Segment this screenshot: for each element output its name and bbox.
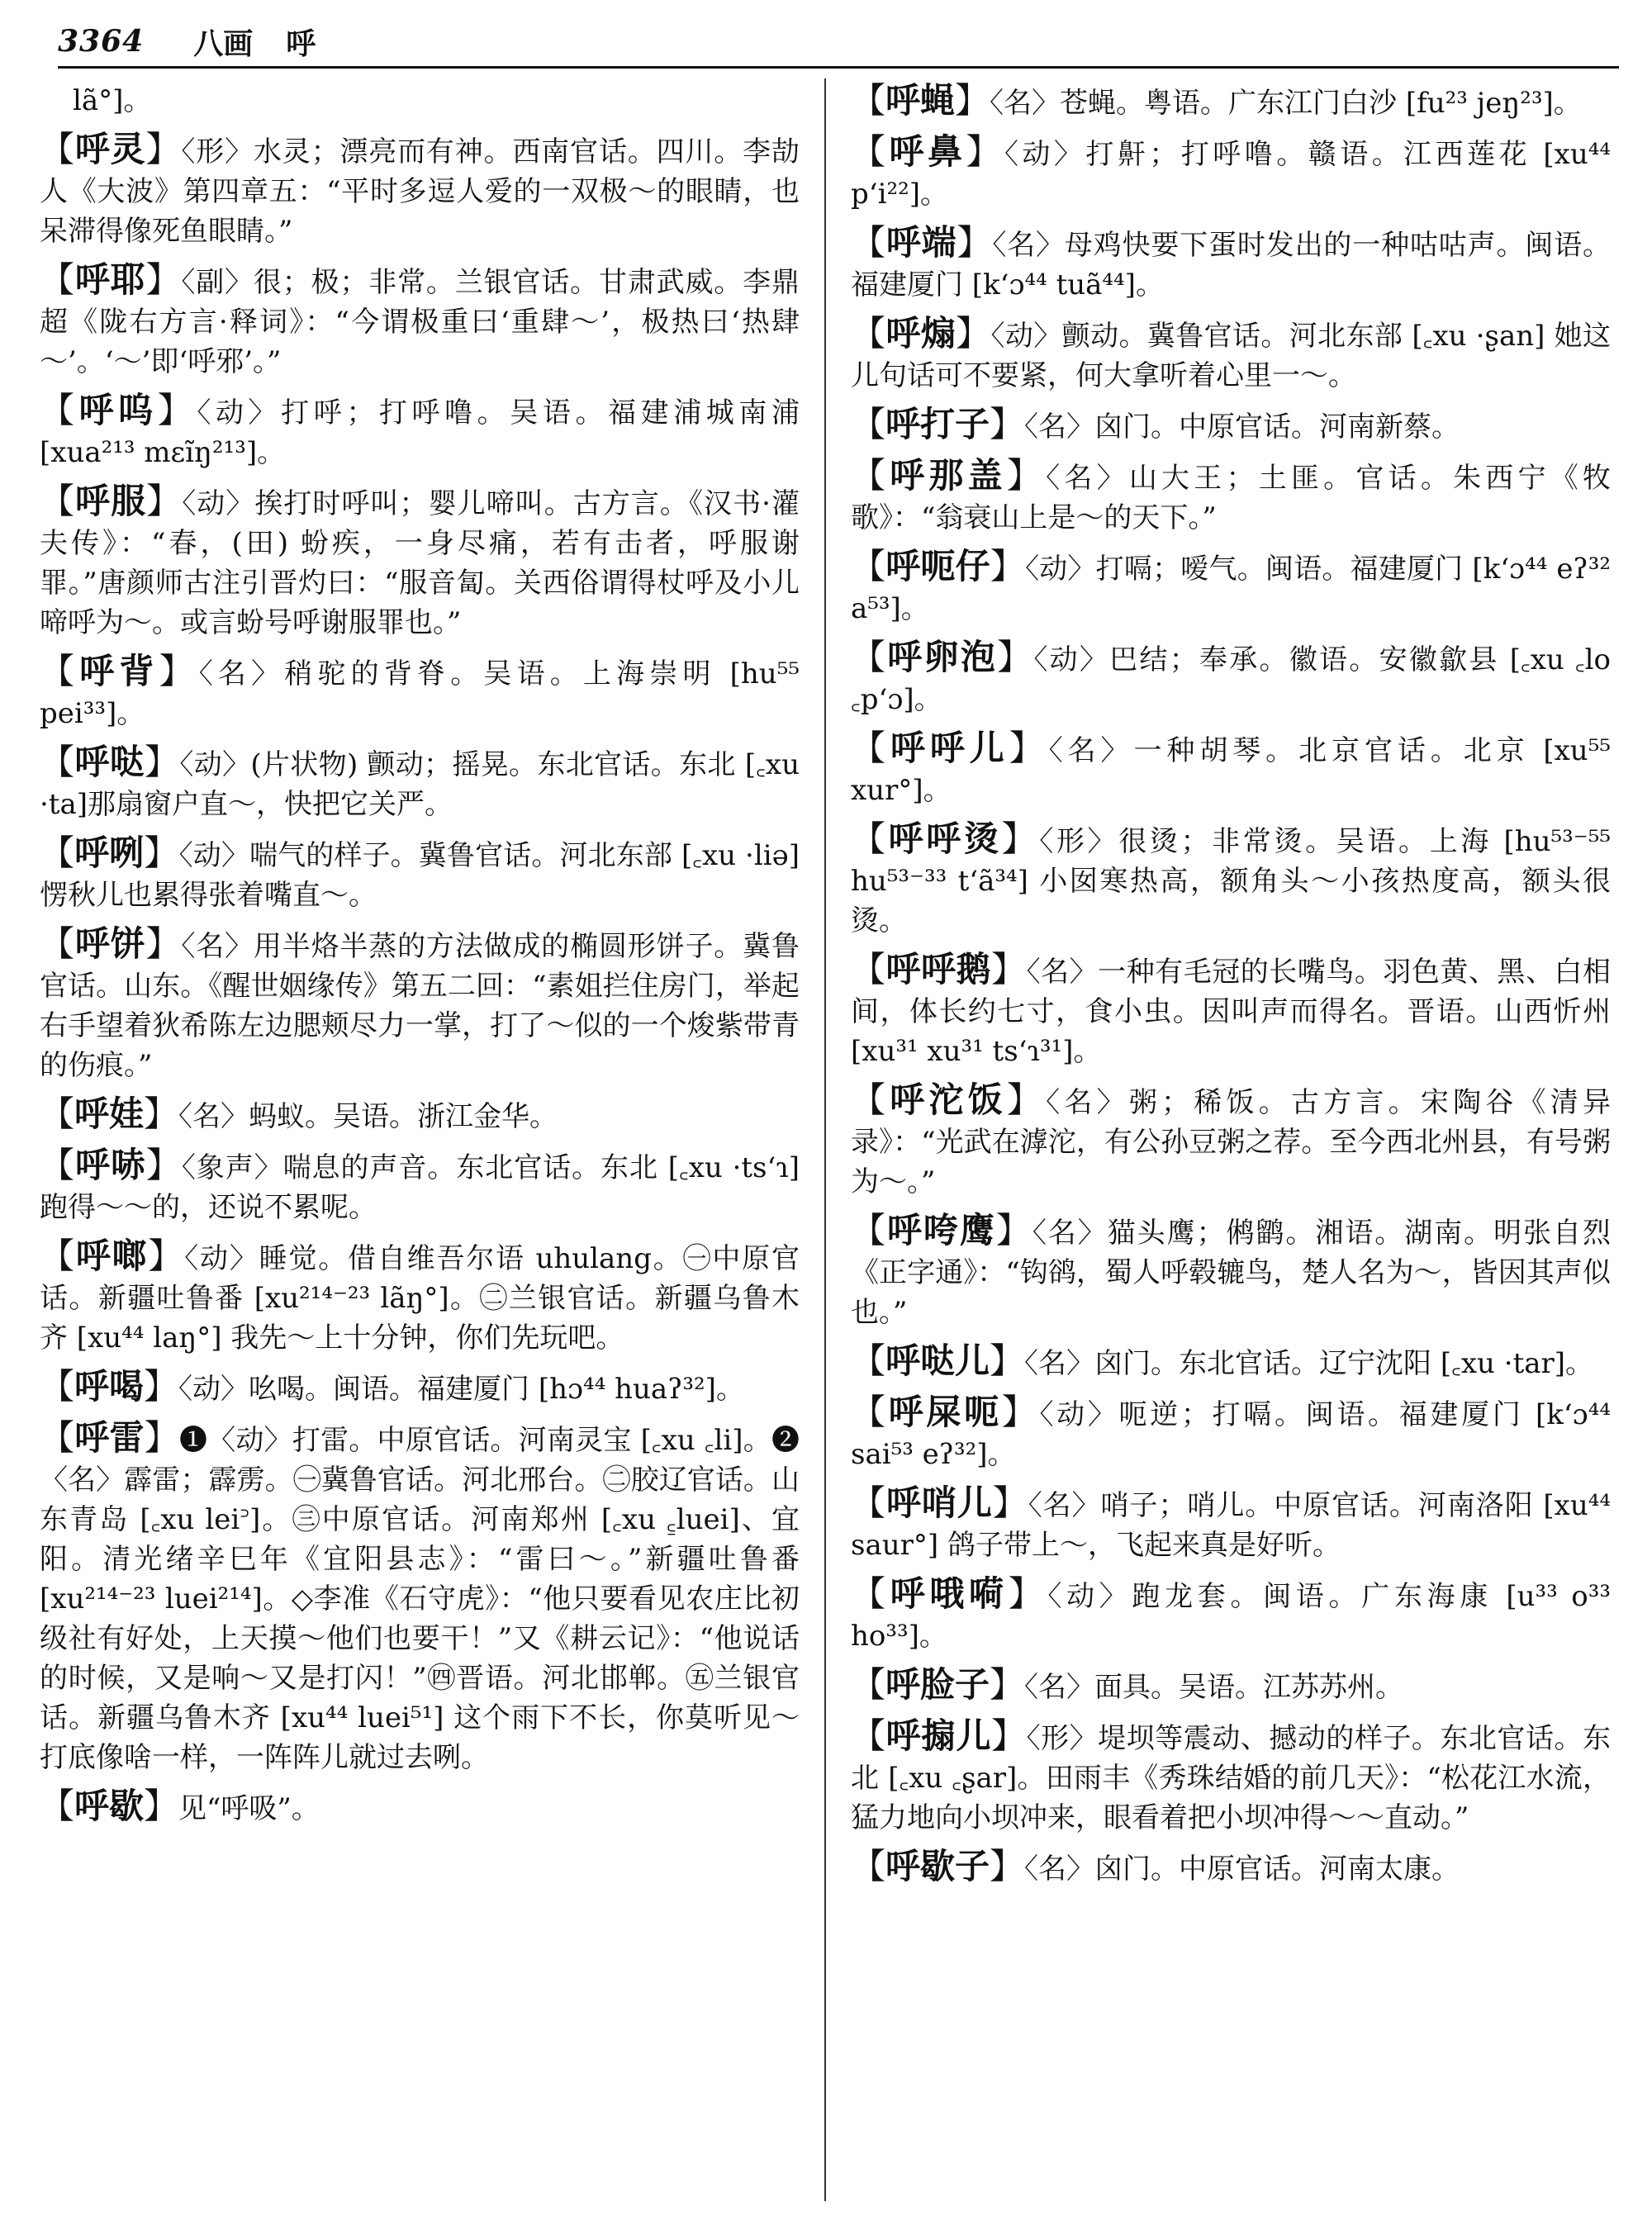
headword-text: 呼歇 — [74, 1786, 145, 1826]
entry-headword: 【呼卵泡】 — [851, 637, 1034, 677]
dictionary-entry — [851, 1665, 1611, 1707]
left-column — [40, 81, 800, 2212]
entry-definition: 〈动〉(片状物) 颤动；摇晃。东北官话。东北 [꜀xu ·ta]那扇窗户直～，快把它关严。 — [40, 748, 800, 821]
headword-text: 呼煽 — [885, 313, 957, 353]
headword-text: 呼呃仔 — [885, 546, 990, 586]
headword-text: 呼鼻 — [889, 131, 966, 172]
dictionary-entry — [851, 1341, 1611, 1383]
entry-definition: 〈动〉挨打时呼叫；婴儿啼叫。古方言。《汉书·灌夫传》：“春，(田) 蚡疾，一身尽痛，若有击者，呼服谢罪。”唐颜师古注引晋灼曰：“服音匐。关西俗谓得杖呼及小儿啼呼为～。或言蚡号呼谢服罪也。” — [40, 487, 800, 639]
entry-headword: 【呼耶】 — [40, 259, 182, 300]
dictionary-entry — [851, 950, 1611, 1071]
headword-text: 呼娃 — [74, 1094, 145, 1134]
dictionary-entry — [40, 652, 800, 733]
entry-definition: ❶〈动〉打雷。中原官话。河南灵宝 [꜀xu ꜀li]。❷〈名〉霹雷；霹雳。㊀冀鲁官话。河北邢台。㊁胶辽官话。山东青岛 [꜀xu lei꜄]。㊂中原官话。河南郑州 [꜀xu ꜁luei]、宜阳。清光绪辛巳年《宜阳县志》：“雷曰～。”新疆吐鲁番 [xu²¹⁴⁻²³ luei²¹⁴]。◇李准《石守虎》：“他只要看见农庄比初级社有好处，上天摸～他们也要干！”又《耕云记》：“他说话的时候，又是响～又是打闪！”㊃晋语。河北邯郸。㊄兰银官话。新疆乌鲁木齐 [xu⁴⁴ luei⁵¹] 这个雨下不长，你莫听见～打底像啥一样，一阵阵儿就过去咧。 — [40, 1424, 800, 1774]
dictionary-entry — [851, 456, 1611, 538]
entry-headword: 【呼屎呃】 — [851, 1392, 1040, 1432]
dictionary-entry — [851, 1393, 1611, 1474]
entry-definition: 〈名〉面具。吴语。江苏苏州。 — [1024, 1671, 1404, 1704]
dictionary-entry — [40, 924, 800, 1085]
entry-definition: 〈名〉蚂蚁。吴语。浙江金华。 — [178, 1100, 558, 1133]
dictionary-entry — [40, 482, 800, 643]
entry-headword: 【呼煽】 — [851, 313, 991, 353]
entry-headword: 【呼那盖】 — [851, 455, 1047, 496]
headword-text: 呼服 — [75, 481, 147, 521]
entry-headword: 【呼灵】 — [40, 129, 182, 169]
entry-headword: 【呼蝇】 — [851, 81, 990, 121]
headword-text: 呼饼 — [74, 923, 146, 964]
dictionary-entry — [851, 314, 1611, 396]
column-divider — [824, 78, 826, 2201]
section-label: 八画 — [193, 26, 254, 61]
entry-definition: 〈名〉囟门。中原官话。河南太康。 — [1024, 1853, 1460, 1886]
entry-headword: 【呼歇子】 — [851, 1846, 1025, 1886]
dictionary-entry — [40, 391, 800, 472]
entry-headword: 【呼脸子】 — [851, 1664, 1025, 1705]
entry-headword: 【呼背】 — [40, 651, 199, 691]
headword-text: 呼沱饭 — [890, 1079, 1007, 1120]
headword-text: 呼那盖 — [890, 455, 1007, 496]
headword-text: 呼呼儿 — [890, 728, 1009, 768]
headword-text: 呼哒 — [74, 742, 145, 782]
page-header — [58, 17, 1619, 69]
headword-text: 呼咧 — [74, 833, 145, 873]
entry-definition: 见“呼吸”。 — [178, 1792, 320, 1825]
entry-definition: 〈动〉跑龙套。闽语。广东海康 [u³³ o³³ ho³³]。 — [851, 1580, 1611, 1653]
headword-text: 呼哦嗬 — [890, 1573, 1009, 1614]
entry-definition: 〈形〉水灵；漂亮而有神。西南官话。四川。李劼人《大波》第四章五：“平时多逗人爱的一双极～的眼睛，也呆滞得像死鱼眼睛。” — [40, 135, 800, 248]
entry-definition: 〈形〉很烫；非常烫。吴语。上海 [hu⁵³⁻⁵⁵ hu⁵³⁻³³ tʻã³⁴] 小囡寒热高，额角头～小孩热度高，额头很烫。 — [851, 825, 1611, 937]
headword-text: 呼灵 — [74, 129, 146, 169]
dictionary-entry — [851, 405, 1611, 447]
entry-definition: 〈名〉猫头鹰；鸺鹠。湘语。湖南。明张自烈《正字通》：“钩鹆，蜀人呼毂辘鸟，楚人名为～，皆因其声似也。” — [851, 1217, 1611, 1329]
headword-text: 呼耶 — [74, 259, 146, 300]
entry-definition: 〈名〉一种胡琴。北京官话。北京 [xu⁵⁵ xur°]。 — [851, 734, 1611, 807]
entry-definition: 〈名〉粥；稀饭。古方言。宋陶谷《清异录》：“光武在滹沱，有公孙豆粥之荐。至今西北州县，有号粥为～。” — [851, 1086, 1611, 1198]
dictionary-entry — [851, 1483, 1611, 1565]
entry-definition: 〈名〉一种有毛冠的长嘴鸟。羽色黄、黑、白相间，体长约七寸，食小虫。因叫声而得名。晋语。山西忻州 [xu³¹ xu³¹ tsʻɿ³¹]。 — [851, 956, 1611, 1068]
headword-text: 呼喝 — [74, 1366, 145, 1407]
entry-definition: 〈形〉堤坝等震动、撼动的样子。东北官话。东北 [꜀xu ꜀ʂar]。田雨丰《秀珠结婚的前几天》：“松花江水流，猛力地向小坝冲来，眼看着把小坝冲得～～直动。” — [851, 1722, 1611, 1834]
entry-headword: 【呼哒】 — [40, 742, 180, 782]
entry-headword: 【呼沱饭】 — [851, 1079, 1047, 1120]
dictionary-entry — [40, 743, 800, 824]
dictionary-entry — [40, 1146, 800, 1227]
dictionary-entry — [851, 1574, 1611, 1656]
entry-headword: 【呼娃】 — [40, 1094, 179, 1134]
entry-headword: 【呼哒儿】 — [851, 1340, 1025, 1381]
dictionary-entry — [851, 81, 1611, 123]
entry-headword: 【呼服】 — [40, 481, 183, 521]
entry-headword: 【呼雷】 — [40, 1417, 179, 1458]
dictionary-entry — [40, 1236, 800, 1358]
entry-definition: 〈名〉母鸡快要下蛋时发出的一种咕咕声。闽语。福建厦门 [kʻɔ⁴⁴ tuã⁴⁴]。 — [851, 229, 1611, 301]
headword-text: 呼歇子 — [885, 1846, 990, 1886]
continuation-text: lã°]。 — [73, 84, 152, 117]
entry-headword: 【呼呼鹅】 — [851, 949, 1027, 989]
headword-text: 呼哧 — [74, 1145, 146, 1185]
entry-definition: 〈动〉打呼；打呼噜。吴语。福建浦城南浦 [xua²¹³ mɛĩŋ²¹³]。 — [40, 396, 800, 469]
entry-headword: 【呼鼻】 — [851, 131, 1004, 172]
entry-definition: 〈动〉喘气的样子。冀鲁官话。河北东部 [꜀xu ·liə] 愣秋儿也累得张着嘴直～。 — [40, 839, 800, 912]
dictionary-entry — [851, 223, 1611, 305]
entry-headword: 【呼哧】 — [40, 1145, 182, 1185]
entry-headword: 【呼搧儿】 — [851, 1715, 1027, 1756]
head-character: 呼 — [286, 26, 316, 61]
dictionary-entry — [40, 1418, 800, 1777]
entry-definition: 〈动〉呃逆；打嗝。闽语。福建厦门 [kʻɔ⁴⁴ sai⁵³ eʔ³²]。 — [851, 1398, 1611, 1471]
entry-definition: 〈名〉囟门。东北官话。辽宁沈阳 [꜀xu ·tar]。 — [1024, 1347, 1594, 1380]
dictionary-entry — [851, 547, 1611, 629]
entry-definition: 〈动〉吆喝。闽语。福建厦门 [hɔ⁴⁴ huaʔ³²]。 — [178, 1373, 744, 1406]
entry-headword: 【呼哦嗬】 — [851, 1573, 1048, 1614]
headword-text: 呼搧儿 — [885, 1715, 992, 1756]
headword-text: 呼呼鹅 — [885, 949, 992, 989]
page-number: 3364 — [58, 24, 145, 59]
entry-headword: 【呼咧】 — [40, 833, 179, 873]
headword-text: 呼端 — [885, 222, 957, 263]
dictionary-entry — [851, 638, 1611, 719]
entry-definition: 〈名〉山大王；土匪。官话。朱西宁《牧歌》：“翁衰山上是～的天下。” — [851, 462, 1611, 534]
dictionary-entry — [40, 1094, 800, 1136]
entry-definition: 〈副〉很；极；非常。兰银官话。甘肃武威。李鼎超《陇右方言·释词》：“今谓极重曰‘重肆～’，极热曰‘热肆～’。‘～’即‘呼邪’。” — [40, 266, 800, 378]
dictionary-entry — [851, 819, 1611, 941]
headword-text: 呼打子 — [885, 404, 990, 444]
headword-text: 呼哨儿 — [885, 1483, 993, 1523]
dictionary-entry — [851, 1211, 1611, 1332]
headword-text: 呼雷 — [74, 1417, 145, 1458]
entry-definition: 〈动〉睡觉。借自维吾尔语 uhulang。㊀中原官话。新疆吐鲁番 [xu²¹⁴⁻²³ lãŋ°]。㊁兰银官话。新疆乌鲁木齐 [xu⁴⁴ laŋ°] 我先～上十分钟，你们先玩吧。 — [40, 1242, 800, 1355]
entry-headword: 【呼呼儿】 — [851, 728, 1049, 768]
entry-definition: 〈动〉打鼾；打呼噜。赣语。江西莲花 [xu⁴⁴ pʻi²²]。 — [851, 138, 1611, 211]
entry-headword: 【呼哨儿】 — [851, 1483, 1028, 1523]
dictionary-entry — [851, 1847, 1611, 1889]
dictionary-entry — [851, 728, 1611, 810]
entry-headword: 【呼喝】 — [40, 1366, 179, 1407]
dictionary-entry — [40, 260, 800, 382]
headword-text: 呼呜 — [78, 390, 158, 430]
entry-definition: 〈象声〉喘息的声音。东北官话。东北 [꜀xu ·tsʻɿ]跑得～～的，还说不累呢。 — [40, 1151, 800, 1224]
entry-headword: 【呼啷】 — [40, 1236, 185, 1276]
entry-definition: 〈名〉用半烙半蒸的方法做成的椭圆形饼子。冀鲁官话。山东。《醒世姻缘传》第五二回：“素姐拦住房门，举起右手望着狄希陈左边腮颊尽力一掌，打了～似的一个焌紫带青的伤痕。” — [40, 930, 800, 1082]
entry-definition: 〈名〉哨子；哨儿。中原官话。河南洛阳 [xu⁴⁴ saur°] 鸽子带上～，飞起来真是好听。 — [851, 1489, 1611, 1562]
entry-headword: 【呼咵鹰】 — [851, 1210, 1032, 1250]
headword-text: 呼呼烫 — [888, 818, 1002, 859]
right-column — [851, 81, 1611, 2212]
dictionary-entry — [851, 1080, 1611, 1202]
headword-text: 呼背 — [79, 651, 159, 691]
dictionary-entry — [40, 1786, 800, 1829]
entry-headword: 【呼呜】 — [40, 390, 197, 430]
entry-headword: 【呼端】 — [851, 222, 993, 263]
headword-text: 呼屎呃 — [888, 1392, 1002, 1432]
dictionary-entry — [40, 130, 800, 251]
entry-headword: 【呼打子】 — [851, 404, 1025, 444]
dictionary-entry — [851, 132, 1611, 214]
headword-text: 呼哒儿 — [885, 1340, 990, 1381]
dictionary-entry — [40, 1367, 800, 1409]
entry-definition: 〈名〉囟门。中原官话。河南新蔡。 — [1024, 410, 1460, 444]
headword-text: 呼咵鹰 — [886, 1210, 996, 1250]
entry-definition: 〈动〉打嗝；嗳气。闽语。福建厦门 [kʻɔ⁴⁴ eʔ³² a⁵³]。 — [851, 553, 1611, 625]
headword-text: 呼脸子 — [885, 1664, 990, 1705]
headword-text: 呼啷 — [75, 1236, 149, 1276]
entry-definition: 〈名〉苍蝇。粤语。广东江门白沙 [fu²³ jeŋ²³]。 — [990, 87, 1582, 120]
headword-text: 呼蝇 — [885, 81, 956, 121]
dictionary-entry — [851, 1716, 1611, 1838]
headword-text: 呼卵泡 — [887, 637, 998, 677]
dictionary-entry — [40, 833, 800, 915]
entry-definition: 〈名〉稍驼的背脊。吴语。上海崇明 [hu⁵⁵ pei³³]。 — [40, 657, 800, 730]
entry-definition: 〈动〉巴结；奉承。徽语。安徽歙县 [꜀xu ꜀lo ꜀pʻɔ]。 — [851, 643, 1611, 716]
entry-headword: 【呼歇】 — [40, 1786, 179, 1826]
entry-headword: 【呼呃仔】 — [851, 546, 1026, 586]
entry-headword: 【呼呼烫】 — [851, 818, 1040, 859]
entry-headword: 【呼饼】 — [40, 923, 182, 964]
entry-definition: 〈动〉颤动。冀鲁官话。河北东部 [꜀xu ·ʂan] 她这儿句话可不要紧，何大拿听着心里一～。 — [851, 320, 1611, 392]
